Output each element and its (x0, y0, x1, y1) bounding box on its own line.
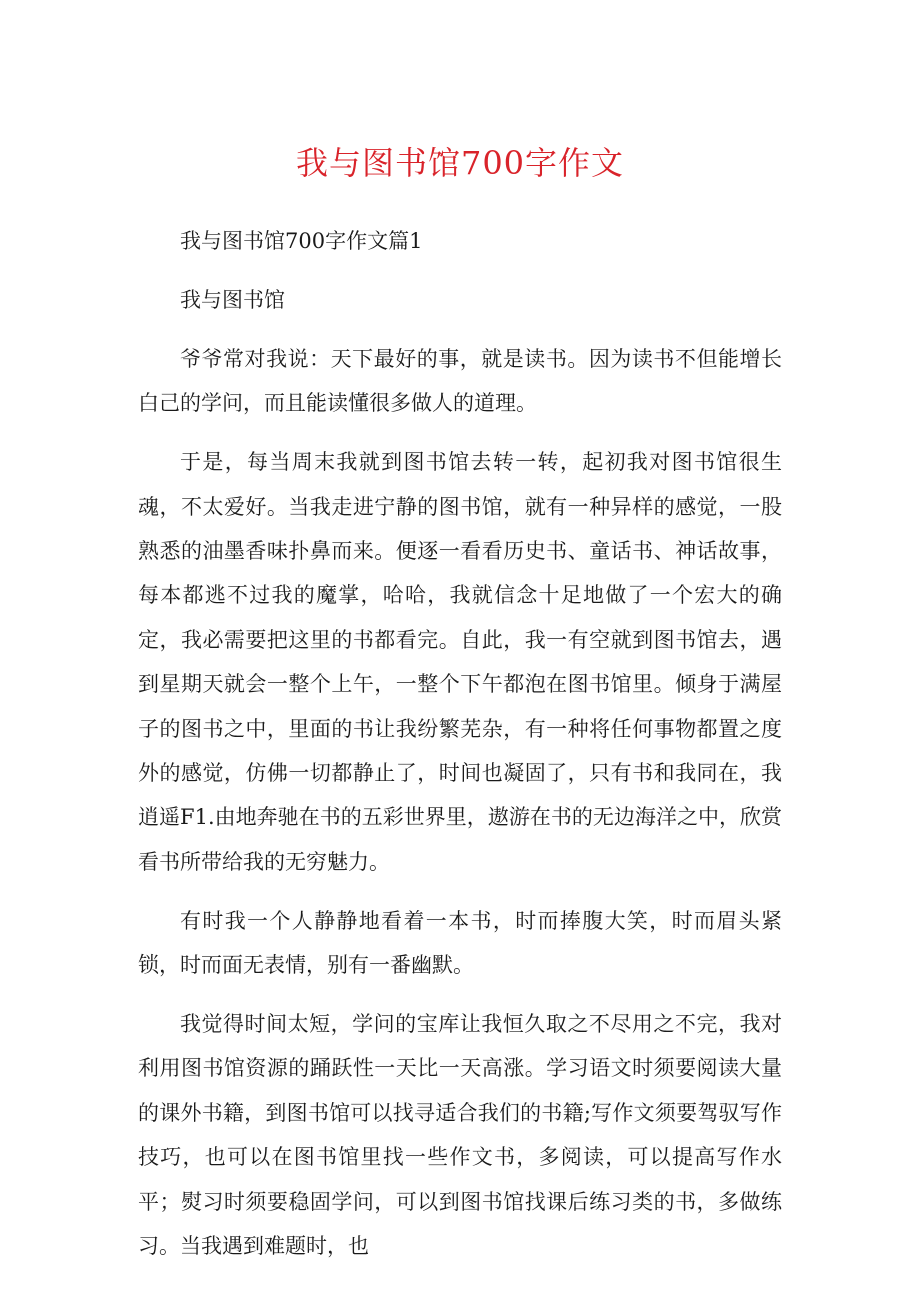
document-body (138, 219, 782, 1283)
paragraph: 有时我一个人静静地看着一本书，时而捧腹大笑，时而眉头紧锁，时而面无表情，别有一番幽默。 (138, 908, 782, 978)
paragraph: 于是，每当周末我就到图书馆去转一转，起初我对图书馆很生魂，不太爱好。当我走进宁静的图书馆，就有一种异样的感觉，一股熟悉的油墨香味扑鼻而来。便逐一看看历史书、童话书、神话故事，每本都逃不过我的魔掌，哈哈，我就信念十足地做了一个宏大的确定，我必需要把这里的书都看完。自此，我一有空就到图书馆去，遇到星期天就会一整个上午，一整个下午都泡在图书馆里。倾身于满屋子的图书之中，里面的书让我纷繁芜杂，有一种将任何事物都置之度外的感觉，仿佛一切都静止了，时间也凝固了，只有书和我同在，我逍遥F1.由地奔驰在书的五彩世界里，遨游在书的无边海洋之中，欣赏看书所带给我的无穷魅力。 (138, 450, 782, 874)
essay-title: 我与图书馆 (180, 287, 285, 312)
paragraph: 我觉得时间太短，学问的宝库让我恒久取之不尽用之不完，我对利用图书馆资源的踊跃性一天比一天高涨。学习语文时须要阅读大量的课外书籍，到图书馆可以找寻适合我们的书籍;写作文须要驾驭写作技巧，也可以在图书馆里找一些作文书，多阅读，可以提高写作水平；熨习时须要稳固学问，可以到图书馆找课后练习类的书，多做练习。当我遇到难题时，也 (138, 1012, 782, 1259)
paragraph: 爷爷常对我说：天下最好的事，就是读书。因为读书不但能增长白己的学问，而且能读懂很多做人的道理。 (138, 346, 782, 416)
section-heading: 我与图书馆700字作文篇1 (180, 229, 423, 253)
document-title: 我与图书馆700字作文 (295, 144, 625, 182)
